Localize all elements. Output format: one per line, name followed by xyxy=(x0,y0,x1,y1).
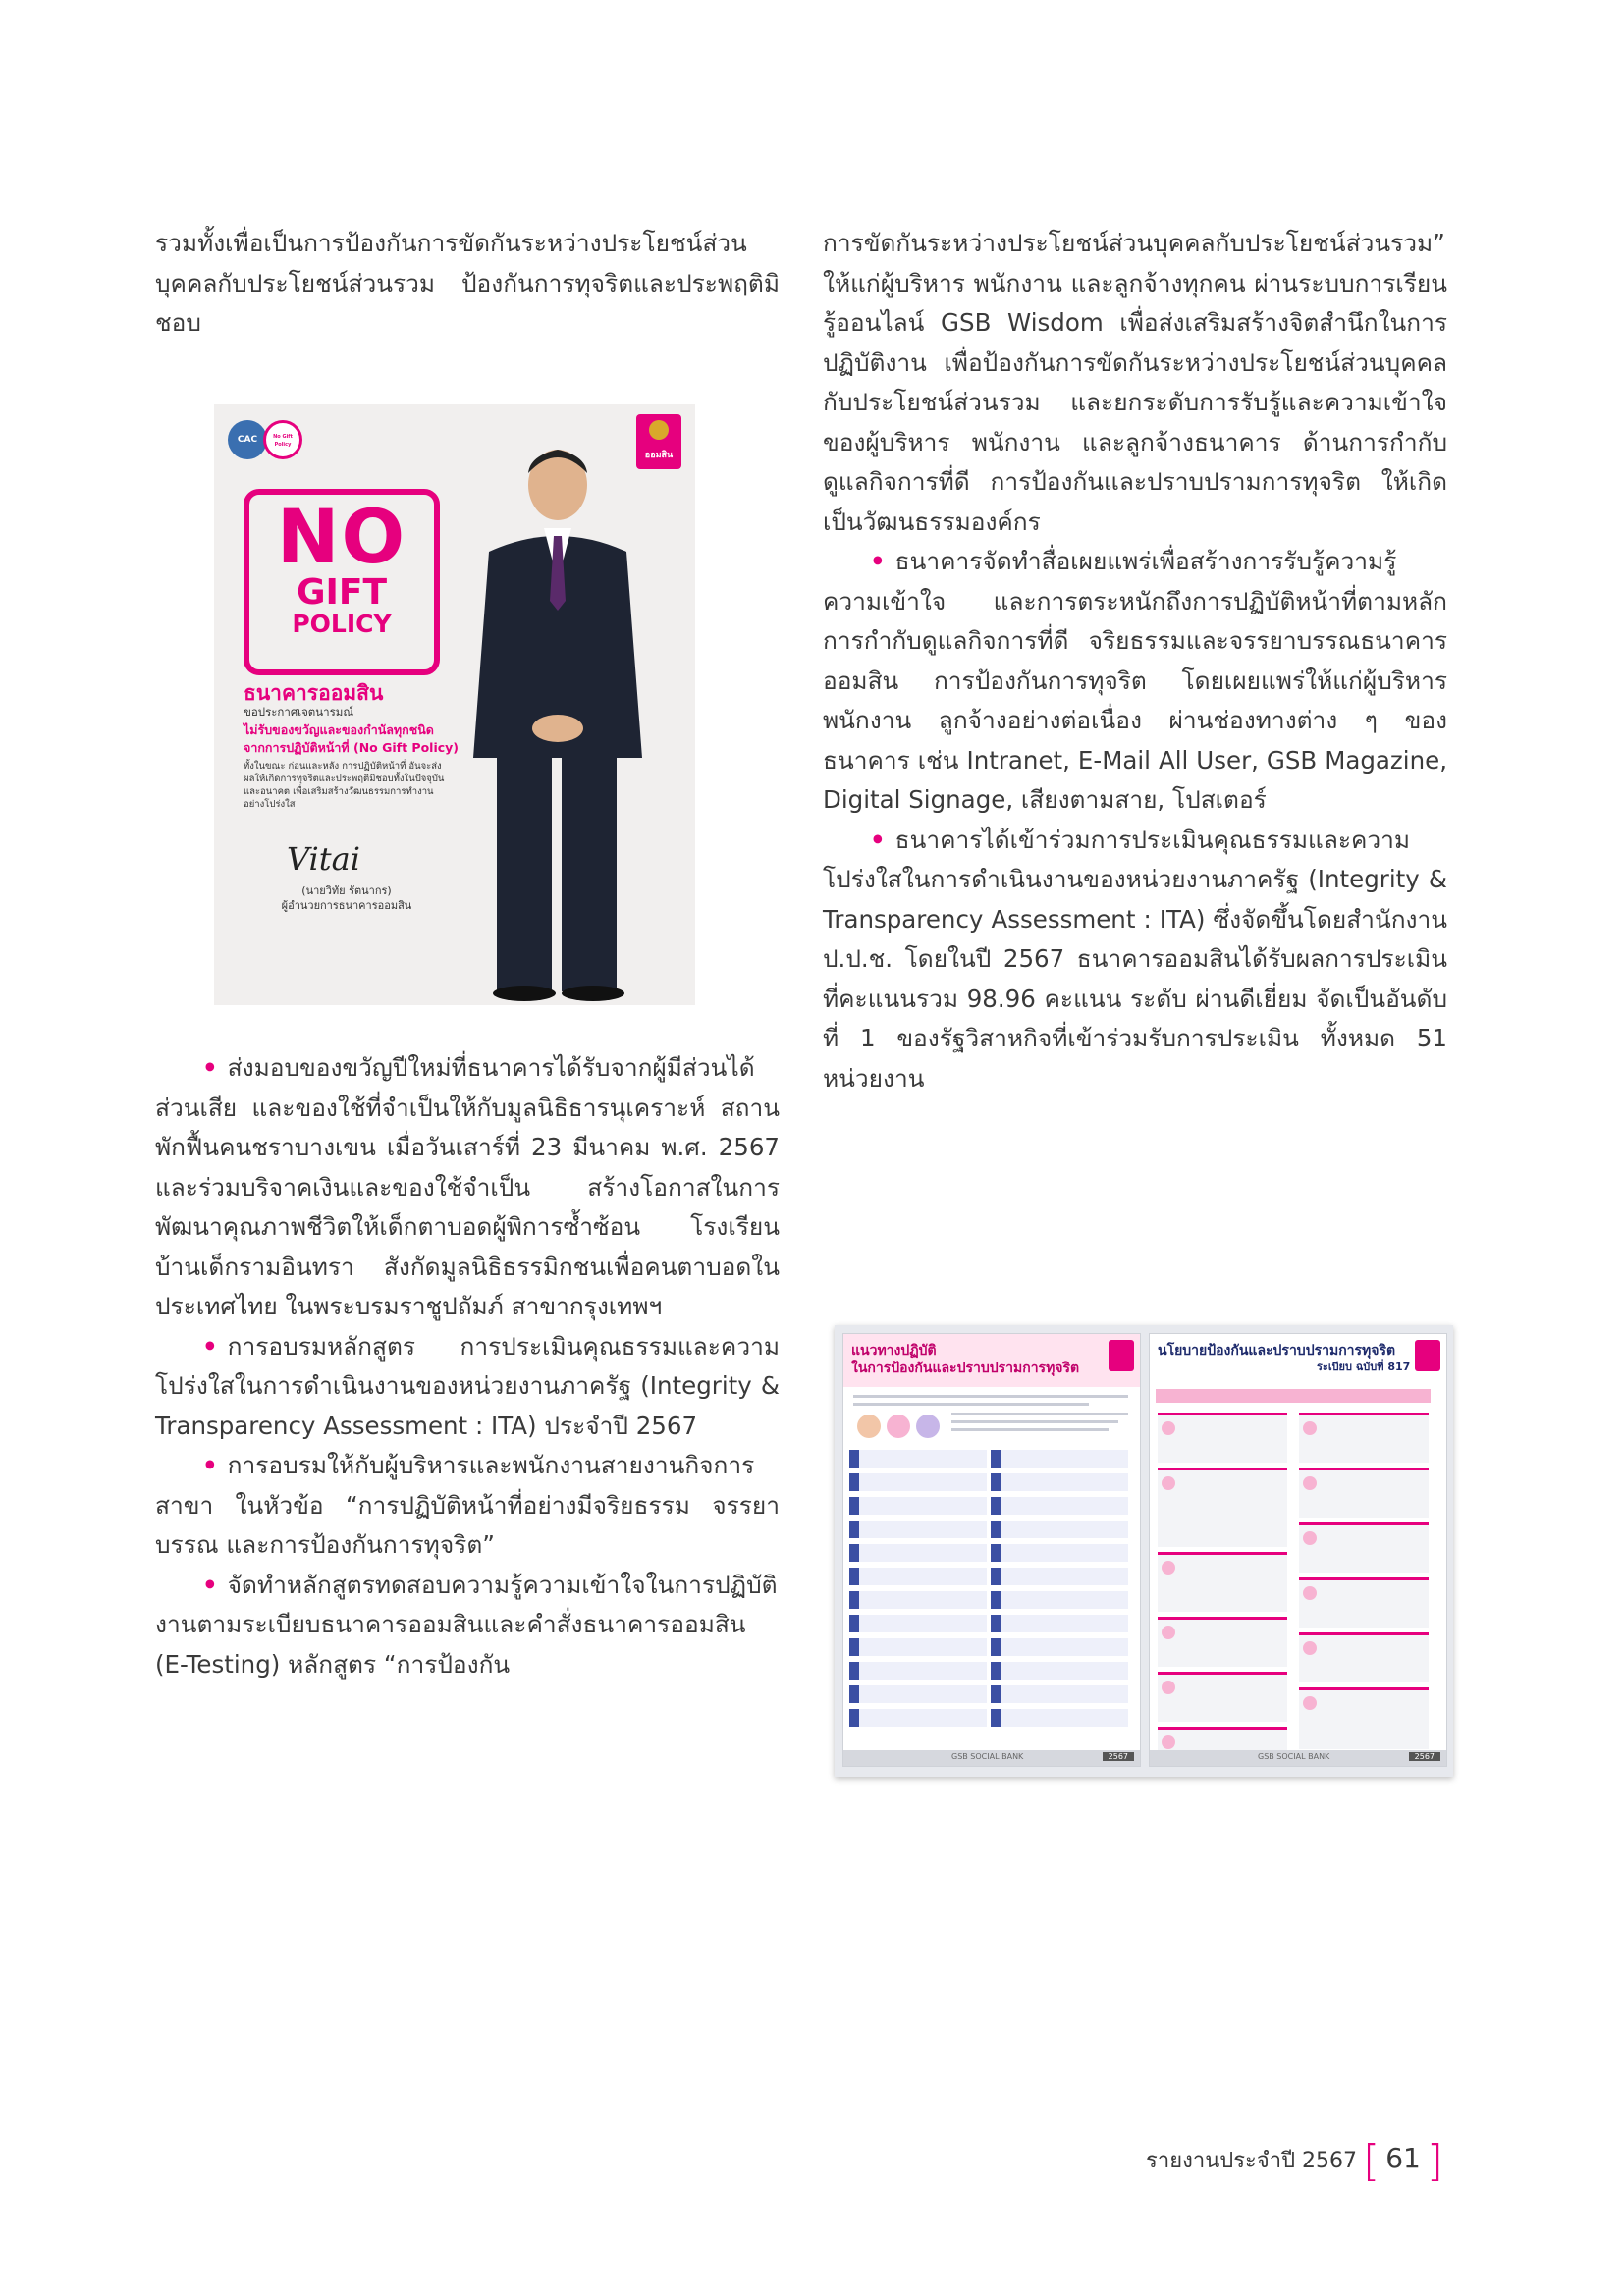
policy-card xyxy=(1158,1727,1287,1753)
avatar xyxy=(887,1415,910,1438)
policy-text: POLICY xyxy=(292,610,392,638)
sheet-title: แนวทางปฏิบัติ xyxy=(851,1343,937,1359)
sheet-subtitle: ระเบียบ ฉบับที่ 817 xyxy=(1317,1361,1411,1373)
bracket-icon: [ xyxy=(1363,2136,1380,2186)
poster-line-2: ไม่รับของขวัญและของกำนัลทุกชนิด xyxy=(244,722,434,737)
bullet-icon: • xyxy=(202,1053,218,1082)
policy-card xyxy=(1158,1468,1287,1547)
bullet-item: • ธนาคารได้เข้าร่วมการประเมินคุณธรรมและความโปร่งใสในการดำเนินงานของหน่วยงานภาครัฐ (Integrity & Transparency Assessment : ITA) ซึ่งจัดขึ้นโดยสำนักงาน ป.ป.ช. โดยในปี 2567 ธนาคารออมสินได้รับผลการประเมินที่คะแนนรวม 98.96 คะแนน ระดับ ผ่านดีเยี่ยม จัดเป็นอันดับที่ 1 ของรัฐวิสาหกิจที่เข้าร่วมรับการประเมิน ทั้งหมด 51 หน่วยงาน xyxy=(823,825,1447,1093)
signer: (นายวิทัย รัตนากร) ผู้อำนวยการธนาคารออมสิน xyxy=(281,884,412,912)
policy-card xyxy=(1299,1632,1429,1682)
left-bullets xyxy=(155,1048,780,1684)
gsb-logo-small xyxy=(1109,1340,1134,1371)
policy-card xyxy=(1299,1687,1429,1749)
bullet-icon: • xyxy=(870,825,886,854)
policy-sheet xyxy=(1149,1333,1447,1767)
no-gift-frame xyxy=(244,489,440,675)
signature: Vitai xyxy=(287,840,360,878)
executive-photo xyxy=(450,434,656,1005)
gsb-logo: ออมสิน xyxy=(636,414,681,469)
bullet-icon: • xyxy=(870,547,886,575)
bullet-item: • จัดทำหลักสูตรทดสอบความรู้ความเข้าใจในการปฏิบัติงานตามระเบียบธนาคารออมสินและคำสั่งธนาคารออมสิน (E-Testing) หลักสูตร “การป้องกัน xyxy=(155,1570,778,1679)
poster-line-3: จากการปฏิบัติหน้าที่ (No Gift Policy) xyxy=(244,740,460,755)
sheet-header xyxy=(843,1334,1140,1387)
sheet-footer: GSB SOCIAL BANK 2567 xyxy=(1150,1750,1446,1766)
bullet-icon: • xyxy=(202,1331,218,1361)
bullet-item: • การอบรมให้กับผู้บริหารและพนักงานสายงานกิจการสาขา ในหัวข้อ “การปฏิบัติหน้าที่อย่างมีจริยธรรม จรรยาบรรณ และการป้องกันการทุจริต” xyxy=(155,1451,780,1559)
page-number: 61 xyxy=(1385,2142,1421,2174)
policy-card xyxy=(1158,1672,1287,1722)
bullet-item: • ส่งมอบของขวัญปีใหม่ที่ธนาคารได้รับจากผู้มีส่วนได้ส่วนเสีย และของใช้ที่จำเป็นให้กับมูลนิธิธารนุเคราะห์ สถานพักฟื้นคนชราบางเขน เมื่อวันเสาร์ที่ 23 มีนาคม พ.ศ. 2567 และร่วมบริจาคเงินและของใช้จำเป็น สร้างโอกาสในการพัฒนาคุณภาพชีวิตให้เด็กตาบอดผู้พิการซ้ำซ้อน โรงเรียนบ้านเด็กรามอินทรา สังกัดมูลนิธิธรรมิกชนเพื่อคนตาบอดในประเทศไทย ในพระบรมราชูปถัมภ์ สาขากรุงเทพฯ xyxy=(155,1053,780,1320)
poster-line-1: ขอประกาศเจตนารมณ์ xyxy=(244,705,354,719)
policy-card xyxy=(1299,1468,1429,1518)
bullet-item: • การอบรมหลักสูตร การประเมินคุณธรรมและความโปร่งใสในการดำเนินงานของหน่วยงานภาครัฐ (Integrity & Transparency Assessment : ITA) ประจำปี 2567 xyxy=(155,1331,780,1440)
intro-paragraph: รวมทั้งเพื่อเป็นการป้องกันการขัดกันระหว่างประโยชน์ส่วนบุคคลกับประโยชน์ส่วนรวม ป้องกันการทุจริตและประพฤติมิชอบ xyxy=(155,229,780,337)
avatar xyxy=(857,1415,881,1438)
policy-card xyxy=(1299,1577,1429,1628)
gsb-logo-small xyxy=(1415,1340,1440,1371)
policy-card xyxy=(1158,1617,1287,1667)
no-text: NO xyxy=(276,493,407,580)
sheet-header xyxy=(1150,1334,1446,1387)
no-gift-badge: No Gift Policy xyxy=(263,420,302,459)
gift-text: GIFT xyxy=(296,572,388,613)
page-footer xyxy=(1146,2128,1449,2186)
avatar xyxy=(916,1415,940,1438)
bullet-icon: • xyxy=(202,1570,218,1599)
bullet-icon: • xyxy=(202,1451,218,1479)
bracket-icon: ] xyxy=(1426,2136,1443,2186)
poster-line-4: ทั้งในขณะ ก่อนและหลัง การปฏิบัติหน้าที่ อันจะส่งผลให้เกิดการทุจริตและประพฤติมิชอบทั้งในปัจจุบันและอนาคต เพื่อเสริมสร้างวัฒนธรรมการทำงานอย่างโปร่งใส xyxy=(244,761,445,810)
sheet-subtitle: ในการป้องกันและปราบปรามการทุจริต xyxy=(851,1361,1080,1376)
sheet-footer: GSB SOCIAL BANK 2567 xyxy=(843,1750,1140,1766)
policy-card xyxy=(1299,1522,1429,1573)
cac-badge: CAC xyxy=(228,420,267,459)
continued-paragraph: การขัดกันระหว่างประโยชน์ส่วนบุคคลกับประโยชน์ส่วนรวม” ให้แก่ผู้บริหาร พนักงาน และลูกจ้างทุกคน ผ่านระบบการเรียนรู้ออนไลน์ GSB Wisdom เพื่อส่งเสริมสร้างจิตสำนึกในการปฏิบัติงาน เพื่อป้องกันการขัดกันระหว่างประโยชน์ส่วนบุคคลกับประโยชน์ส่วนรวม และยกระดับการรับรู้และความเข้าใจของผู้บริหาร พนักงาน และลูกจ้างธนาคาร ด้านการกำกับดูแลกิจการที่ดี การป้องกันและปราบปรามการทุจริต ให้เกิดเป็นวัฒนธรรมองค์กร xyxy=(823,229,1447,536)
policy-card xyxy=(1158,1552,1287,1612)
no-gift-policy-poster xyxy=(214,404,695,1005)
bullet-item: • ธนาคารจัดทำสื่อเผยแพร่เพื่อสร้างการรับรู้ความรู้ความเข้าใจ และการตระหนักถึงการปฏิบัติหน้าที่ตามหลักการกำกับดูแลกิจการที่ดี จริยธรรมและจรรยาบรรณธนาคารออมสิน การป้องกันการทุจริต โดยเผยแพร่ให้แก่ผู้บริหาร พนักงาน ลูกจ้างอย่างต่อเนื่อง ผ่านช่องทางต่าง ๆ ของธนาคาร เช่น Intranet, E-Mail All User, GSB Magazine, Digital Signage, เสียงตามสาย, โปสเตอร์ xyxy=(823,547,1447,814)
policy-card xyxy=(1158,1413,1287,1463)
report-title: รายงานประจำปี 2567 xyxy=(1146,2149,1358,2173)
anti-corruption-posters xyxy=(835,1325,1453,1777)
left-column xyxy=(155,224,780,344)
right-column xyxy=(823,224,1447,1098)
poster-title: ธนาคารออมสิน xyxy=(244,681,384,705)
guideline-sheet xyxy=(842,1333,1141,1767)
sheet-title: นโยบายป้องกันและปราบปรามการทุจริต xyxy=(1158,1343,1396,1359)
policy-card xyxy=(1299,1413,1429,1463)
